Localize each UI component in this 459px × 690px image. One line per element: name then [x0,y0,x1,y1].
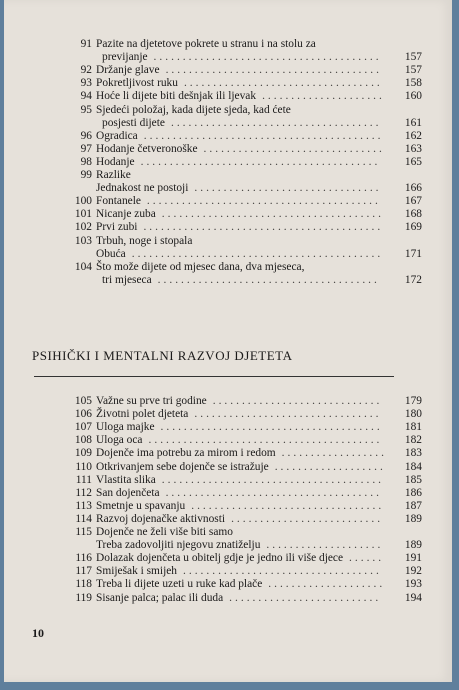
toc-entry-page: 184 [404,460,422,473]
toc-entry-number: 95 [80,103,92,116]
toc-entry-page: 191 [404,552,422,565]
toc-entry-number: 109 [74,447,92,460]
toc-entry-number: 106 [74,408,92,421]
toc-entry-title: Trbuh, noge i stopala [96,234,193,247]
toc-entry-title: Važne su prve tri godine [96,395,207,407]
leader-dots: .................. [281,447,387,460]
toc-entry-page: 166 [404,182,422,195]
toc-entry-title: Obuća [96,247,126,260]
toc-entry-page: 193 [404,578,422,591]
toc-entry-title: Životni polet djeteta [96,408,189,421]
toc-entry-title: Hodanje četveronoške [96,142,198,155]
toc-entry-number: 93 [80,77,92,90]
toc-entry-page: 160 [404,90,422,103]
leader-dots: ......................................... [143,129,384,142]
leader-dots: ......................................... [143,221,384,234]
leader-dots: ............................... [203,142,385,155]
toc-entry-title: Uloga oca [96,434,143,447]
toc-entry-page: 192 [404,565,422,578]
leader-dots: ....................................... [153,51,382,64]
toc-entry-title: Pokretljivost ruku [96,77,178,90]
leader-dots: ...... [349,552,385,565]
toc-entry-number: 99 [80,169,92,181]
toc-entry-page: 171 [404,247,422,260]
leader-dots: ........................................ [146,195,381,208]
toc-entry-number: 94 [80,90,92,103]
toc-entry-number: 112 [75,486,92,499]
toc-entry-number: 110 [75,460,92,473]
toc-entry-title: Razvoj dojenačke aktivnosti [96,512,226,525]
leader-dots: ................................ [194,182,382,195]
section-heading: PSIHIČKI I MENTALNI RAZVOJ DJETETA [32,348,293,363]
toc-entry-number: 117 [75,565,92,578]
leader-dots: ................................. [191,499,385,512]
toc-entry-page: 172 [404,273,422,286]
toc-entry-title: Uloga majke [96,421,155,434]
toc-entry-number: 92 [80,64,92,77]
leader-dots: ...................................... [161,473,385,486]
toc-entry-page: 162 [404,129,422,142]
toc-entry-page: 189 [404,512,422,525]
leader-dots: ..................................... [165,64,382,77]
toc-entry-page: 194 [404,591,422,604]
toc-entry-number: 108 [74,434,92,447]
toc-entry-number: 96 [80,129,92,142]
toc-entry-page: 161 [404,116,422,129]
toc-entry-title: Prvi zubi [96,221,138,234]
toc-entry-number: 113 [75,499,92,512]
toc-entry-title: Vlastita slika [96,473,156,486]
toc-entry-page: 179 [404,395,422,407]
leader-dots: ..................... [262,90,385,103]
leader-dots: .................................. [183,77,383,90]
leader-dots: ........................................ [148,434,383,447]
leader-dots: ........................................... [131,247,384,260]
toc-entry-title: Pazite na djetetove pokrete u stranu i na stolu za [96,38,316,50]
toc-entry-title: Treba li dijete uzeti u ruke kad plače [96,578,263,591]
toc-entry-page: 158 [404,77,422,90]
toc-entry-title: Dojenče ne želi više biti samo [96,526,233,538]
toc-entry-title: tri mjeseca [102,273,152,286]
toc-entry-page: 182 [404,434,422,447]
toc-entry-number: 100 [74,195,92,208]
toc-entry-page: 185 [404,473,422,486]
leader-dots: ............................. [212,395,383,407]
toc-entry-title: San dojenčeta [96,486,160,499]
toc-entry-number: 98 [80,155,92,168]
toc-entry-number: 104 [74,260,92,273]
toc-entry-number: 107 [74,421,92,434]
toc-entry-title: posjesti dijete [102,116,165,129]
toc-entry-number: 103 [74,234,92,247]
leader-dots: ..................................... [165,486,382,499]
toc-entry-title: Dolazak dojenčeta u obitelj gdje je jedno ili više djece [96,552,344,565]
footer-page-number: 10 [32,626,44,640]
leader-dots: .................................. [183,565,382,578]
toc-entry-page: 157 [404,51,422,64]
toc-entry-page: 165 [404,155,422,168]
toc-entry-number: 111 [75,473,92,486]
toc-entry-number: 105 [74,395,92,407]
leader-dots: .......................... [231,512,384,525]
leader-dots: .......................... [229,591,382,604]
toc-entry-title: Što može dijete od mjesec dana, dva mjeseca, [96,260,305,273]
toc-entry-page: 180 [404,408,422,421]
leader-dots: ................... [274,460,386,473]
toc-entry-page: 181 [404,421,422,434]
book-page [4,0,452,682]
toc-entry-page: 183 [404,447,422,460]
toc-entry-number: 91 [80,38,92,50]
toc-entry-page: 169 [404,221,422,234]
leader-dots: ...................................... [157,273,380,286]
toc-entry-title: Držanje glave [96,64,160,77]
toc-entry-title: Treba zadovoljiti njegovu znatiželju [96,539,261,552]
toc-entry-title: Sisanje palca; palac ili duda [96,591,224,604]
toc-entry-title: Hoće li dijete biti dešnjak ili ljevak [96,90,257,103]
toc-entry-number: 114 [75,512,92,525]
leader-dots: .................... [268,578,386,591]
leader-dots: ......................................... [140,155,381,168]
toc-entry-title: previjanje [102,51,148,64]
toc-entry-number: 116 [75,552,92,565]
toc-entry-number: 115 [75,526,92,538]
toc-entry-page: 187 [404,499,422,512]
toc-entry-title: Fontanele [96,195,141,208]
toc-entry-page: 168 [404,208,422,221]
toc-entry-title: Hodanje [96,155,135,168]
section-rule [34,376,394,377]
toc-entry-page: 163 [404,142,422,155]
toc-entry-page: 186 [404,486,422,499]
toc-entry-title: Dojenče ima potrebu za mirom i redom [96,447,276,460]
toc-entry-number: 118 [75,578,92,591]
toc-entry-title: Ogradica [96,129,138,142]
toc-entry-title: Nicanje zuba [96,208,156,221]
toc-entry-page: 189 [404,539,422,552]
leader-dots: ...................................... [160,421,383,434]
toc-entry-title: Jednakost ne postoji [96,182,189,195]
toc-entry-title: Razlike [96,169,131,181]
toc-entry-title: Sjedeći položaj, kada dijete sjeda, kad ćete [96,103,291,116]
toc-entry-number: 97 [80,142,92,155]
toc-entry-number: 101 [74,208,92,221]
toc-entry-title: Smiješak i smijeh [96,565,177,578]
toc-entry-page: 167 [404,195,422,208]
leader-dots: .................... [266,539,384,552]
toc-entry-number: 102 [74,221,92,234]
leader-dots: ...................................... [161,208,384,221]
toc-entry-page: 157 [404,64,422,77]
toc-entry-number: 119 [75,591,92,604]
leader-dots: .................................... [170,116,382,129]
leader-dots: ................................ [194,408,382,421]
toc-entry-title: Smetnje u spavanju [96,499,186,512]
toc-entry-title: Otkrivanjem sebe dojenče se istražuje [96,460,269,473]
